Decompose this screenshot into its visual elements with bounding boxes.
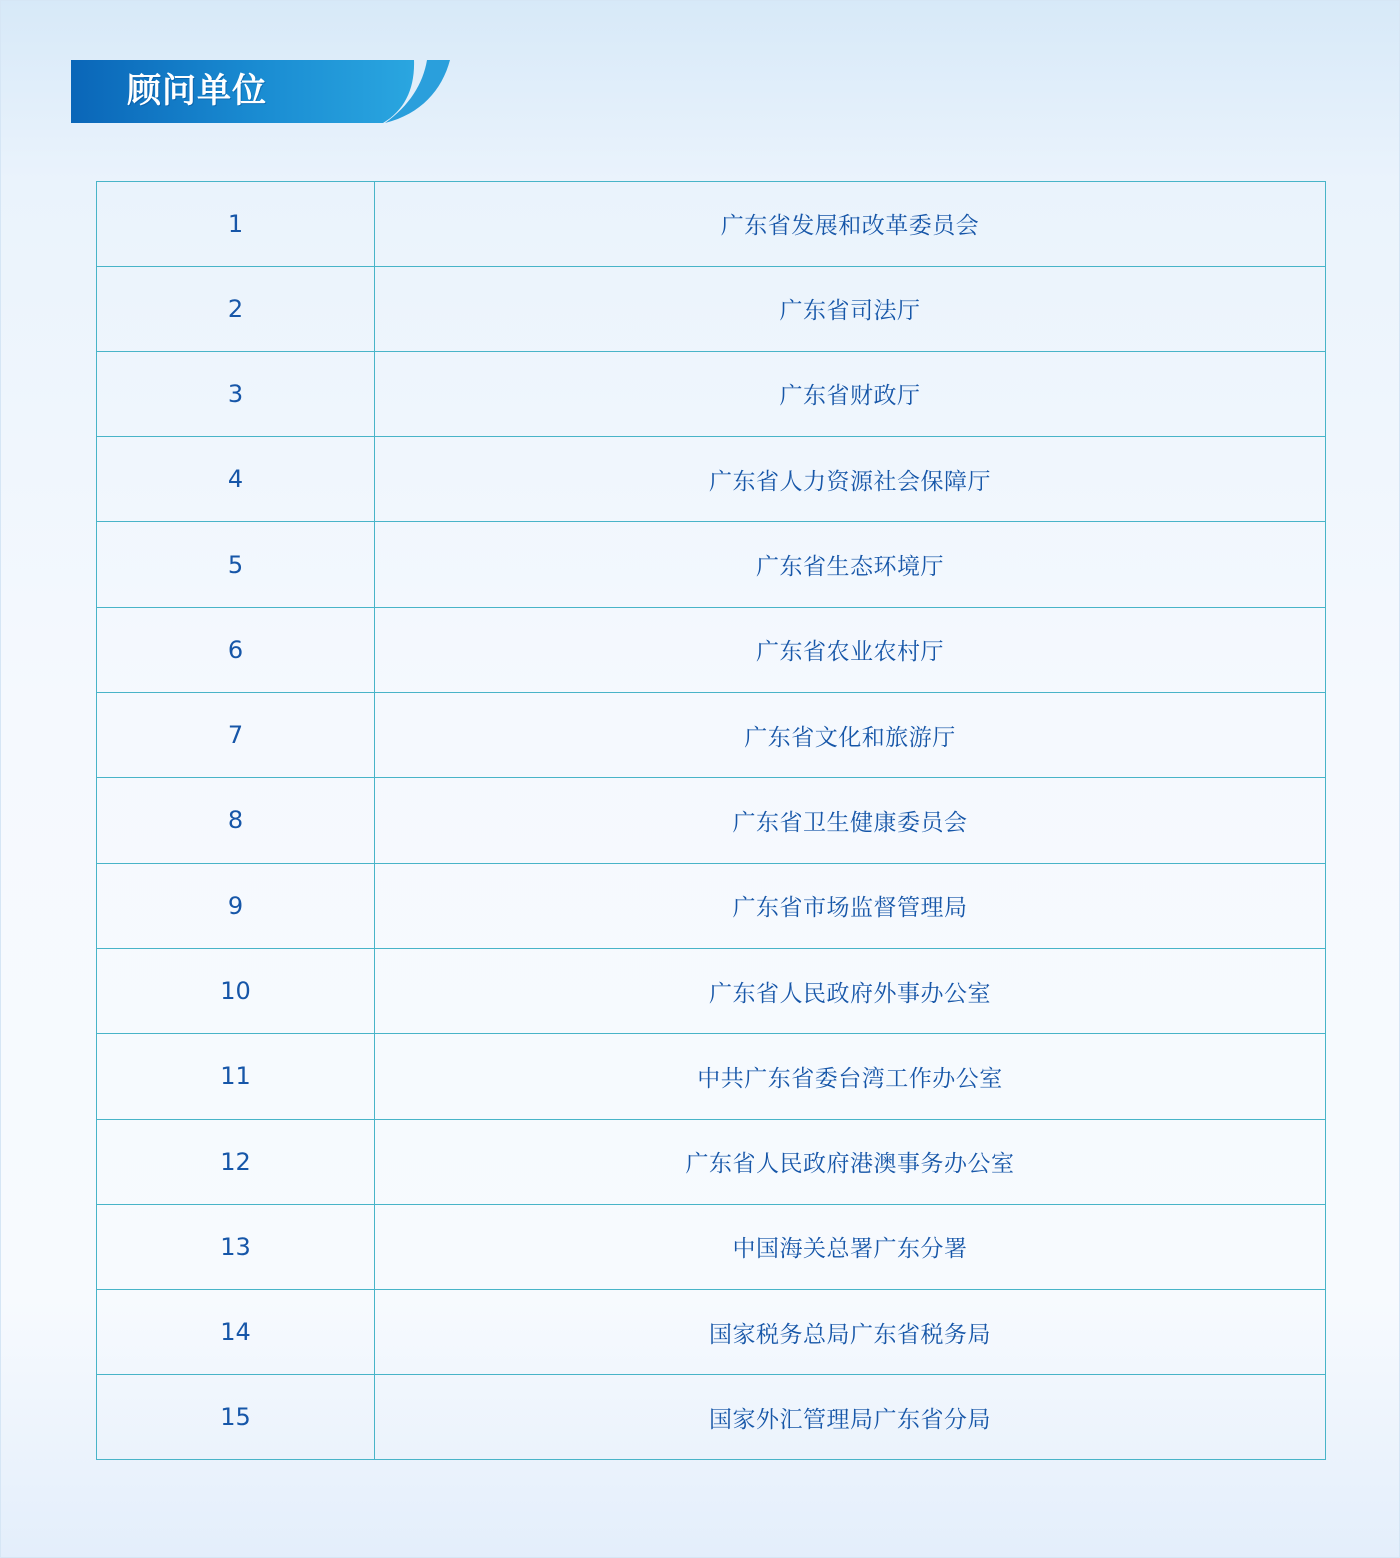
row-number: 10 (97, 948, 375, 1033)
unit-name: 广东省市场监督管理局 (375, 863, 1326, 948)
row-number: 5 (97, 522, 375, 607)
table-row (97, 1034, 1325, 1119)
row-number: 8 (97, 778, 375, 863)
row-number: 2 (97, 266, 375, 351)
table-row (97, 693, 1325, 778)
section-header (71, 60, 451, 124)
table-row (97, 182, 1325, 266)
unit-name: 广东省生态环境厅 (375, 522, 1326, 607)
unit-name: 广东省人力资源社会保障厅 (375, 437, 1326, 522)
table-row (97, 1119, 1325, 1204)
units-table (97, 182, 1325, 1459)
table-row (97, 1375, 1325, 1459)
unit-name: 广东省卫生健康委员会 (375, 778, 1326, 863)
table-row (97, 607, 1325, 692)
unit-name: 广东省农业农村厅 (375, 607, 1326, 692)
unit-name: 国家税务总局广东省税务局 (375, 1290, 1326, 1375)
row-number: 14 (97, 1290, 375, 1375)
unit-name: 中共广东省委台湾工作办公室 (375, 1034, 1326, 1119)
unit-name: 广东省司法厅 (375, 266, 1326, 351)
row-number: 4 (97, 437, 375, 522)
table-row (97, 1204, 1325, 1289)
table-row (97, 522, 1325, 607)
table-body (97, 182, 1325, 1459)
unit-name: 广东省发展和改革委员会 (375, 182, 1326, 266)
page-title: 顾问单位 (127, 71, 267, 111)
unit-name: 中国海关总署广东分署 (375, 1204, 1326, 1289)
row-number: 1 (97, 182, 375, 266)
row-number: 3 (97, 351, 375, 436)
row-number: 9 (97, 863, 375, 948)
unit-name: 广东省人民政府港澳事务办公室 (375, 1119, 1326, 1204)
row-number: 15 (97, 1375, 375, 1459)
table-row (97, 948, 1325, 1033)
table-row (97, 863, 1325, 948)
row-number: 11 (97, 1034, 375, 1119)
row-number: 7 (97, 693, 375, 778)
table-row (97, 266, 1325, 351)
table-row (97, 1290, 1325, 1375)
unit-name: 广东省人民政府外事办公室 (375, 948, 1326, 1033)
row-number: 13 (97, 1204, 375, 1289)
unit-name: 国家外汇管理局广东省分局 (375, 1375, 1326, 1459)
unit-name: 广东省文化和旅游厅 (375, 693, 1326, 778)
row-number: 12 (97, 1119, 375, 1204)
row-number: 6 (97, 607, 375, 692)
table-row (97, 351, 1325, 436)
table-row (97, 778, 1325, 863)
advisor-units-table (96, 181, 1326, 1460)
table-row (97, 437, 1325, 522)
unit-name: 广东省财政厅 (375, 351, 1326, 436)
